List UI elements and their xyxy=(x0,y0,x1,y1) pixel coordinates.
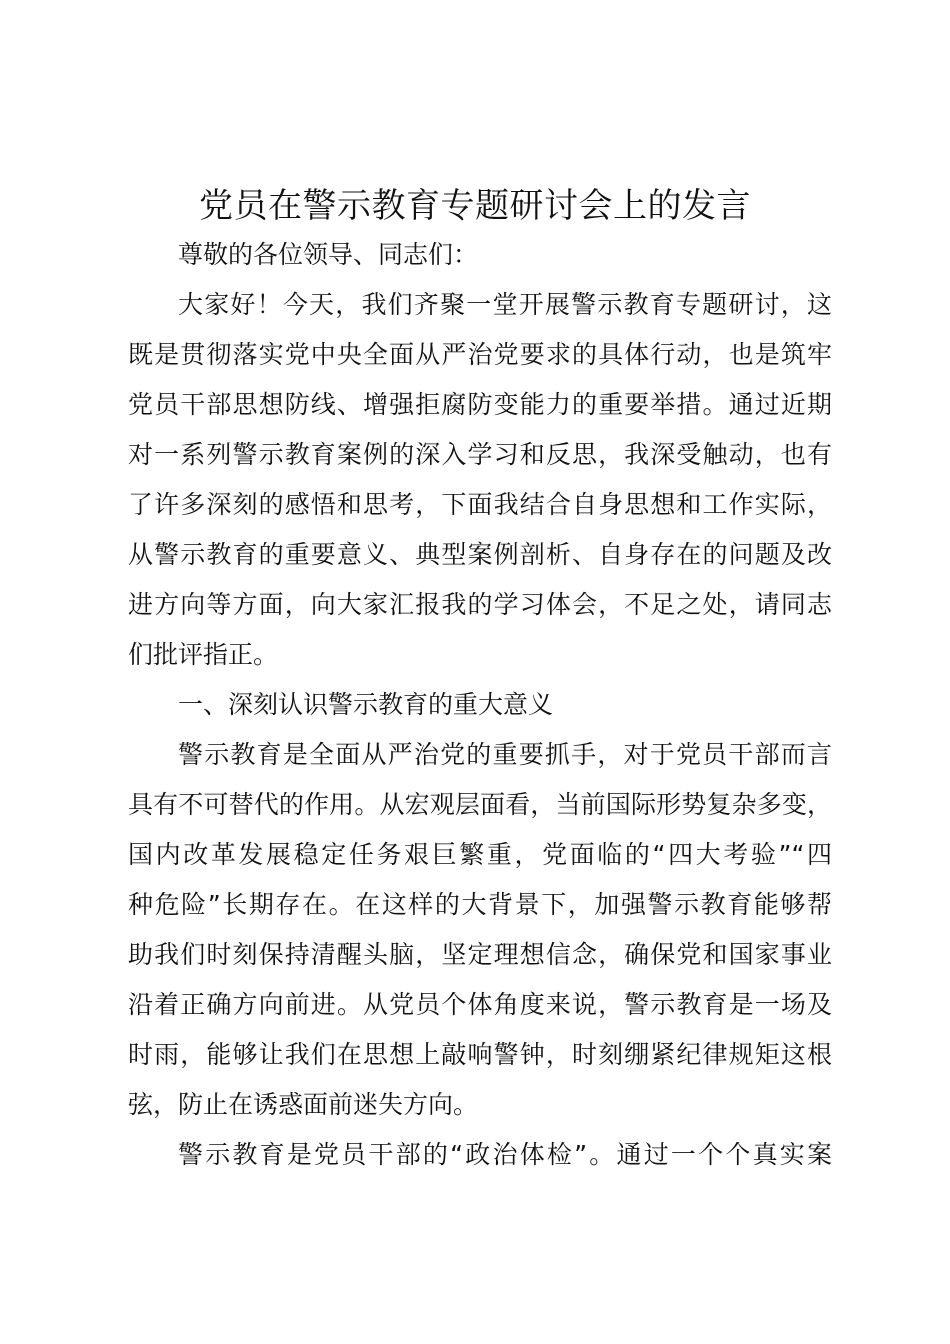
section-heading: 一、深刻认识警示教育的重大意义 xyxy=(178,690,554,719)
paragraph-line: 们批评指正。 xyxy=(128,640,279,669)
paragraph-line: 种危险”长期存在。在这样的大背景下，加强警示教育能够帮 xyxy=(128,890,832,919)
section-paragraph xyxy=(128,1130,832,1180)
paragraph-line: 既是贯彻落实党中央全面从严治党要求的具体行动，也是筑牢 xyxy=(128,340,832,369)
paragraph-line: 警示教育是党员干部的“政治体检”。通过一个个真实案 xyxy=(178,1140,832,1169)
paragraph-line: 大家好！今天，我们齐聚一堂开展警示教育专题研讨，这 xyxy=(178,290,832,319)
paragraph-line: 弦，防止在诱惑面前迷失方向。 xyxy=(128,1090,479,1119)
paragraph-line: 具有不可替代的作用。从宏观层面看，当前国际形势复杂多变， xyxy=(128,790,832,819)
paragraph-line: 了许多深刻的感悟和思考，下面我结合自身思想和工作实际， xyxy=(128,490,832,519)
paragraph-line: 助我们时刻保持清醒头脑，坚定理想信念，确保党和国家事业 xyxy=(128,940,832,969)
paragraph-line: 警示教育是全面从严治党的重要抓手，对于党员干部而言 xyxy=(178,740,832,769)
document-title: 党员在警示教育专题研讨会上的发言 xyxy=(199,186,751,226)
intro-paragraph xyxy=(128,280,832,680)
paragraph-line: 从警示教育的重要意义、典型案例剖析、自身存在的问题及改 xyxy=(128,540,832,569)
paragraph-line: 国内改革发展稳定任务艰巨繁重，党面临的“四大考验”“四 xyxy=(128,840,832,869)
salutation: 尊敬的各位领导、同志们： xyxy=(178,240,479,269)
paragraph-line: 对一系列警示教育案例的深入学习和反思，我深受触动，也有 xyxy=(128,440,832,469)
paragraph-line: 时雨，能够让我们在思想上敲响警钟，时刻绷紧纪律规矩这根 xyxy=(128,1040,832,1069)
paragraph-line: 沿着正确方向前进。从党员个体角度来说，警示教育是一场及 xyxy=(128,990,832,1019)
paragraph-line: 进方向等方面，向大家汇报我的学习体会，不足之处，请同志 xyxy=(128,590,832,619)
document-body xyxy=(128,230,832,1180)
paragraph-line: 党员干部思想防线、增强拒腐防变能力的重要举措。通过近期 xyxy=(128,390,832,419)
section-paragraph xyxy=(128,730,832,1130)
